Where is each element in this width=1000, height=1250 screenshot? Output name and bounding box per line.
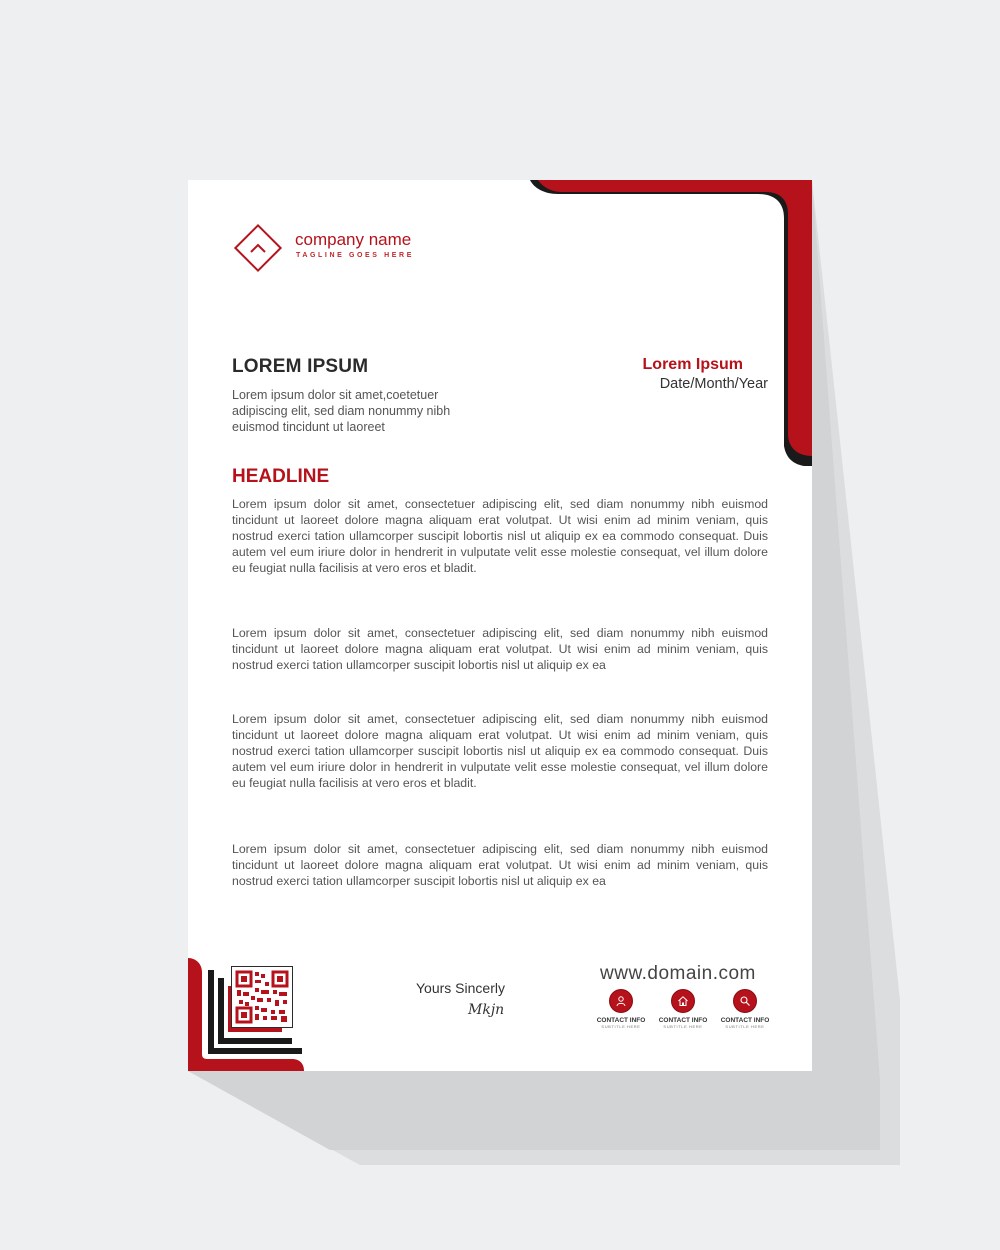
search-icon bbox=[733, 989, 757, 1013]
intro-text: Lorem ipsum dolor sit amet,coetetuer adipiscing elit, sed diam nonummy nibh euismod tincidunt ut laoreet bbox=[232, 388, 451, 434]
qr-code bbox=[231, 966, 293, 1028]
body-paragraph: Lorem ipsum dolor sit amet, consectetuer adipiscing elit, sed diam nonummy nibh euismod tincidunt ut laoreet dolore magna aliquam erat volutpat. Ut wisi enim ad minim veniam, quis nostrud exerci tation ullamcorper suscipit lobortis nisl ut aliquip ex ea commodo consequat. Duis autem vel eum iriure dolor in hendrerit in vulputate velit esse molestie consequat, vel illum dolore eu feugiat nulla facilisis at vero eros et bladit. bbox=[232, 712, 768, 790]
contact-label: CONTACT INFO bbox=[596, 1017, 646, 1024]
body-paragraph: Lorem ipsum dolor sit amet, consectetuer adipiscing elit, sed diam nonummy nibh euismod tincidunt ut laoreet dolore magna aliquam erat volutpat. Ut wisi enim ad minim veniam, quis nostrud exerci tation ullamcorper suscipit lobortis nisl ut aliquip ex ea bbox=[232, 626, 768, 672]
user-icon bbox=[609, 989, 633, 1013]
contact-info-item bbox=[655, 989, 711, 1029]
letter-date: Date/Month/Year bbox=[659, 376, 768, 392]
contact-subtitle: SUBTITLE HERE bbox=[601, 1024, 641, 1029]
company-tagline: TAGLINE GOES HERE bbox=[296, 252, 414, 259]
contact-label: CONTACT INFO bbox=[658, 1017, 708, 1024]
contact-subtitle: SUBTITLE HERE bbox=[725, 1024, 765, 1029]
recipient-title: Lorem Ipsum bbox=[642, 356, 743, 373]
home-icon bbox=[671, 989, 695, 1013]
company-name: company name bbox=[295, 230, 412, 249]
body-headline: HEADLINE bbox=[232, 466, 330, 487]
company-logo-icon bbox=[230, 220, 286, 276]
closing-text: Yours Sincerly bbox=[416, 980, 505, 996]
contact-subtitle: SUBTITLE HERE bbox=[663, 1024, 703, 1029]
letterhead-page bbox=[188, 180, 812, 1071]
body-paragraph: Lorem ipsum dolor sit amet, consectetuer adipiscing elit, sed diam nonummy nibh euismod tincidunt ut laoreet dolore magna aliquam erat volutpat. Ut wisi enim ad minim veniam, quis nostrud exerci tation ullamcorper suscipit lobortis nisl ut aliquip ex ea commodo consequat. Duis autem vel eum iriure dolor in hendrerit in vulputate velit esse molestie consequat, vel illum dolore eu feugiat nulla facilisis at vero eros et bladit. bbox=[232, 497, 768, 575]
intro-title: LOREM IPSUM bbox=[232, 356, 369, 377]
website-domain: www.domain.com bbox=[600, 963, 756, 984]
body-paragraph: Lorem ipsum dolor sit amet, consectetuer adipiscing elit, sed diam nonummy nibh euismod tincidunt ut laoreet dolore magna aliquam erat volutpat. Ut wisi enim ad minim veniam, quis nostrud exerci tation ullamcorper suscipit lobortis nisl ut aliquip ex ea bbox=[232, 842, 768, 888]
contact-label: CONTACT INFO bbox=[720, 1017, 770, 1024]
contact-info-item bbox=[717, 989, 773, 1029]
signature: Mkjn bbox=[468, 1002, 505, 1018]
contact-info-item bbox=[593, 989, 649, 1029]
